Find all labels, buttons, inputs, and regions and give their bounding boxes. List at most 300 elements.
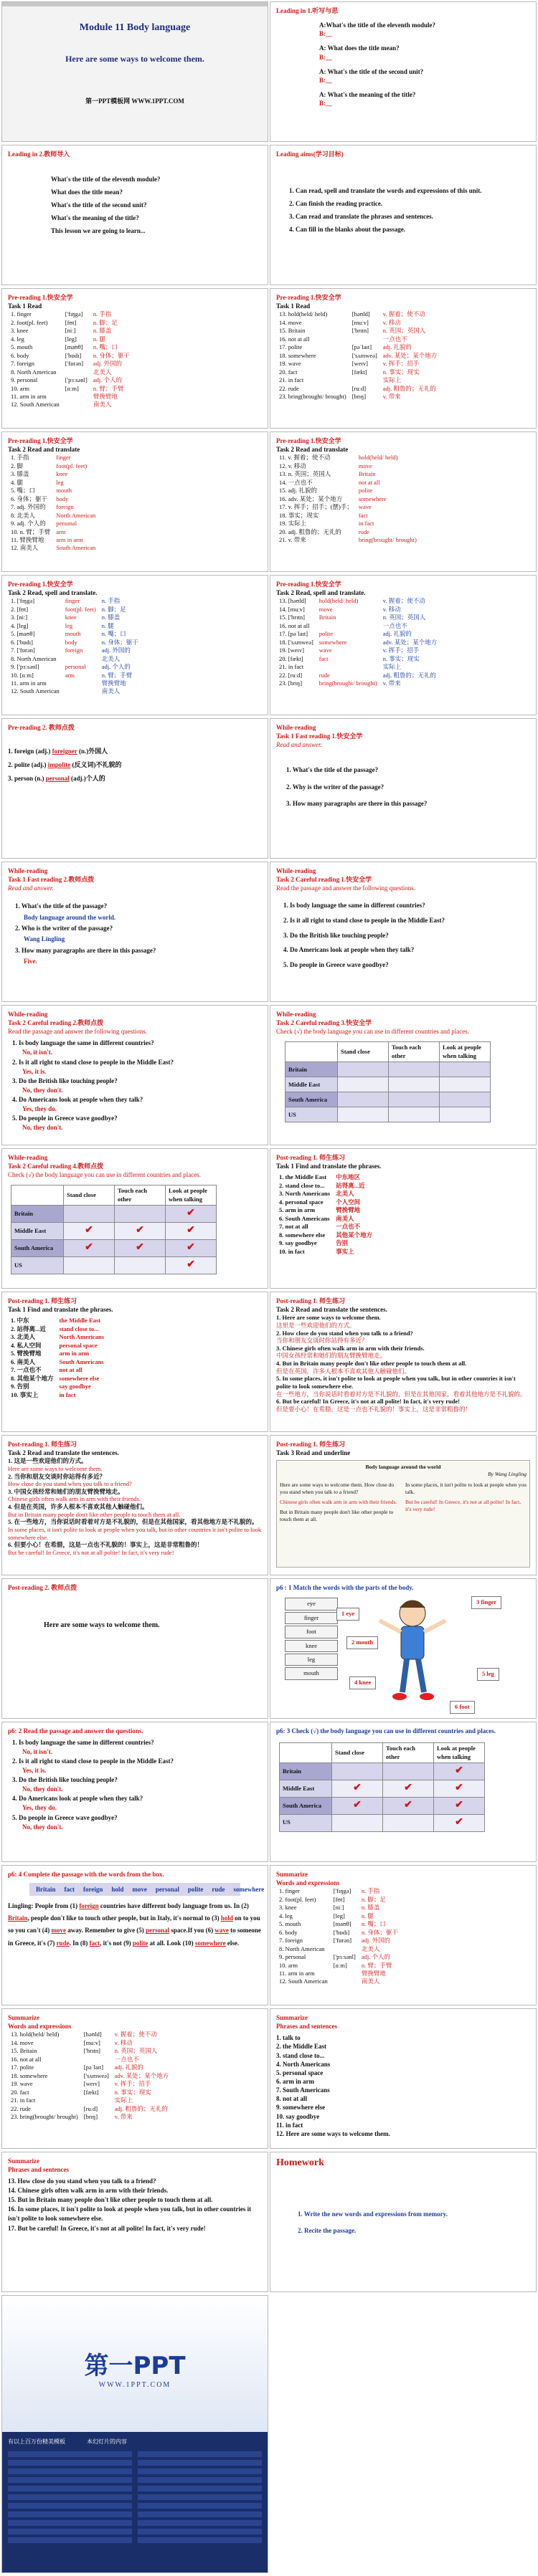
meaning: n. 膝盖 bbox=[93, 327, 112, 335]
task-label: Task 1 Find and translate the phrases. bbox=[276, 1163, 382, 1170]
cloze-answer: rude bbox=[56, 1939, 70, 1947]
check-cell bbox=[440, 1062, 491, 1077]
slide-vocab-read-1 bbox=[1, 288, 268, 429]
word-form: 3. person (n.) bbox=[8, 774, 46, 782]
phonetic: [brɪŋ] bbox=[83, 2112, 98, 2120]
promo-links bbox=[2, 2432, 268, 2572]
word: 5. mouth bbox=[11, 343, 33, 351]
meaning: n. 手指 bbox=[101, 597, 121, 605]
phrase: arm in arm bbox=[59, 1350, 90, 1358]
phonetic: 7. ['fɒrən] bbox=[11, 647, 35, 654]
check-cell bbox=[332, 1763, 383, 1780]
sentence-list bbox=[8, 1457, 262, 1556]
question: 5. Do people in Greece wave goodbye? bbox=[12, 1114, 118, 1122]
row-header: South America bbox=[11, 1240, 64, 1257]
slide-heading: Post-reading 1. 师生练习 bbox=[276, 1297, 346, 1304]
phonetic: [ruːd] bbox=[83, 2104, 98, 2112]
table-row bbox=[8, 647, 141, 654]
table-row bbox=[276, 1978, 401, 1985]
task-label: Task 2 Read and translate bbox=[8, 446, 80, 454]
word: 4. leg bbox=[11, 335, 24, 343]
table-row bbox=[285, 1107, 491, 1122]
table-row bbox=[280, 1814, 485, 1831]
phonetic: [həʊld] bbox=[83, 2031, 102, 2038]
task-label: Task 2 Careful reading 4.教师点拨 bbox=[8, 1163, 104, 1170]
word: 21. in fact bbox=[11, 2096, 36, 2104]
slide-heading: Pre-reading 1.快安全学 bbox=[276, 581, 341, 588]
table-row bbox=[276, 368, 440, 376]
table-row bbox=[8, 479, 98, 487]
table-row bbox=[8, 597, 141, 605]
phonetic: ['fɪŋgə] bbox=[65, 310, 83, 318]
question: 2. Why is the writer of the passage? bbox=[286, 783, 384, 791]
meaning: 臂挽臂地 bbox=[361, 1969, 386, 1977]
table-row bbox=[8, 1375, 107, 1383]
table-row bbox=[8, 2113, 171, 2121]
column-header: Look at people when talking bbox=[166, 1186, 217, 1206]
word: 5. mouth bbox=[279, 1920, 301, 1928]
cloze-answer: hold bbox=[220, 1914, 233, 1922]
phonetic: ['fɪŋgə] bbox=[333, 1887, 351, 1895]
word: arm bbox=[56, 528, 66, 535]
phonetic: 10. [ɑːm] bbox=[11, 671, 34, 679]
table-row bbox=[8, 2089, 171, 2096]
slide-careful-reading-1 bbox=[270, 862, 537, 1002]
question: 1. Is body language the same in different countries? bbox=[283, 902, 425, 910]
table-row bbox=[8, 630, 141, 638]
word-form: (n.)外国人 bbox=[77, 748, 108, 755]
box-word: foreign bbox=[83, 1886, 103, 1894]
slide-heading: Leading in 2.教师导入 bbox=[8, 151, 70, 158]
answer: Yes, they do. bbox=[22, 1804, 57, 1812]
row-header: US bbox=[285, 1107, 338, 1122]
check-cell: ✔ bbox=[115, 1223, 166, 1240]
word: arm in arm bbox=[56, 535, 83, 543]
check-cell bbox=[338, 1107, 389, 1122]
row-header: Britain bbox=[11, 1206, 64, 1223]
phrase: the Middle East bbox=[59, 1317, 101, 1325]
answer: Yes, they do. bbox=[22, 1105, 57, 1112]
phonetic: [fʊt] bbox=[65, 318, 77, 326]
meaning: 南美人 bbox=[93, 401, 112, 409]
word: 9. personal bbox=[11, 376, 38, 384]
check-cell: ✔ bbox=[434, 1797, 485, 1814]
meaning: n. 腿 bbox=[101, 621, 114, 629]
brand-text: 第一PPT模板网 WWW.1PPT.COM bbox=[85, 97, 184, 105]
row-header: Middle East bbox=[280, 1780, 332, 1797]
cloze-answer: move bbox=[51, 1927, 66, 1935]
slide-heading: Post-reading 1. 师生练习 bbox=[276, 1441, 346, 1448]
spell-table bbox=[8, 597, 141, 696]
meaning: 13. n. 英国；英国人 bbox=[279, 470, 331, 478]
slide-heading: While-reading bbox=[8, 1011, 48, 1018]
meaning: 16. adv. 某处；某个地方 bbox=[279, 495, 343, 502]
word: 9. personal bbox=[279, 1953, 306, 1961]
meaning: 实际上 bbox=[382, 663, 402, 671]
table-row bbox=[8, 376, 133, 384]
aim-item: 4. Can fill in the blanks about the passage. bbox=[289, 226, 406, 234]
phonetic bbox=[349, 335, 380, 343]
task-instruction: Read and answer. bbox=[8, 884, 54, 892]
task-instruction: Read the passage and answer the following questions. bbox=[8, 1028, 147, 1036]
box-word: move bbox=[132, 1886, 147, 1894]
answer: Yes, it is. bbox=[22, 1767, 47, 1775]
word: 14. move bbox=[279, 318, 302, 326]
check-table bbox=[285, 1041, 491, 1122]
slide-heading: Summarize bbox=[276, 1871, 308, 1878]
cloze-text: . In (8) bbox=[69, 1939, 90, 1947]
check-cell bbox=[338, 1092, 389, 1107]
word: South American bbox=[56, 544, 96, 552]
phonetic: [fækt] bbox=[83, 2088, 99, 2096]
check-cell: ✔ bbox=[332, 1797, 383, 1814]
phonetic: 22. [ruːd] bbox=[279, 671, 303, 679]
cloze-text: Lingling: People from (1) bbox=[8, 1902, 80, 1910]
table-row bbox=[8, 495, 98, 503]
phonetic: [weɪv] bbox=[83, 2080, 100, 2088]
table-row bbox=[8, 352, 133, 360]
table-row bbox=[8, 368, 133, 376]
word-form: 2. polite (adj.) bbox=[8, 761, 48, 769]
table-row bbox=[8, 454, 98, 462]
phonetic: [fækt] bbox=[351, 368, 367, 376]
passage-para: In some places, it isn't polite to look at people when you talk. bbox=[405, 1481, 527, 1495]
meaning: 5. 嘴；口 bbox=[11, 487, 36, 495]
promo-link-list[interactable] bbox=[138, 2451, 262, 2544]
phonetic bbox=[81, 2096, 112, 2104]
phrase: 10. in fact bbox=[279, 1247, 305, 1255]
check-cell: ✔ bbox=[166, 1206, 217, 1223]
question: 5. Do people in Greece wave goodbye? bbox=[12, 1813, 118, 1821]
meaning: 1. 手指 bbox=[11, 454, 29, 462]
slide-homework bbox=[270, 2152, 537, 2292]
passage-author: By Wang Lingling bbox=[488, 1471, 527, 1478]
table-row bbox=[8, 606, 141, 614]
phrase: South Americans bbox=[59, 1358, 104, 1365]
promo-link-list[interactable] bbox=[8, 2451, 132, 2544]
table-row bbox=[11, 1240, 217, 1257]
promo-caption: 有以上百万份精美模板 bbox=[8, 2438, 65, 2445]
row-header: South America bbox=[285, 1092, 338, 1107]
table-header bbox=[11, 1186, 217, 1206]
passage-title: Body language around the world bbox=[365, 1464, 441, 1471]
meaning: 3. 膝盖 bbox=[11, 470, 29, 478]
table-row bbox=[276, 376, 440, 384]
slide-heading: While-reading bbox=[276, 867, 316, 874]
body-part-label: 6 foot bbox=[450, 1701, 475, 1713]
word: 16. not at all bbox=[11, 2055, 42, 2063]
translate-table bbox=[8, 454, 98, 553]
homework-item: 1. Write the new words and expressions from memory. bbox=[298, 2210, 448, 2218]
check-cell: ✔ bbox=[434, 1780, 485, 1797]
task-label: Task 1 Read bbox=[276, 302, 311, 310]
cloze-answer: somewhere bbox=[194, 1939, 226, 1947]
sentence-translation: 当你和朋友交谈时你站得有多近？ bbox=[276, 1337, 368, 1345]
phonetic: [pəˈlaɪt] bbox=[83, 2064, 104, 2071]
table-row bbox=[276, 1239, 375, 1247]
row-header: South America bbox=[280, 1797, 332, 1814]
phonetic: ['bɒdɪ] bbox=[65, 351, 82, 359]
table-row bbox=[8, 335, 133, 343]
sentence-translation: 在一些地方，当你说话时看着对方是不礼貌的，但是在其他国家，看着其他地方是不礼貌的。 bbox=[276, 1390, 527, 1398]
translate-table bbox=[276, 454, 420, 544]
question: 3. Do the British like touching people? bbox=[12, 1776, 118, 1784]
table-row bbox=[276, 1248, 375, 1256]
slide-careful-reading-3 bbox=[270, 1005, 537, 1145]
table-row bbox=[8, 1317, 107, 1325]
exercise-title: p6: 2 Read the passage and answer the questions. bbox=[8, 1727, 143, 1735]
phonetic: 16. not at all bbox=[279, 621, 310, 629]
meaning: v. 握着；使不动 bbox=[382, 310, 425, 318]
list-item: 13. How close do you stand when you talk to a friend? bbox=[8, 2177, 156, 2185]
slide-spell-1 bbox=[1, 575, 268, 715]
question: A: What's the title of the second unit? bbox=[319, 67, 424, 75]
cloze-text: away. Remember to give (5) bbox=[66, 1927, 146, 1935]
table-row bbox=[8, 393, 133, 401]
word: body bbox=[65, 638, 77, 646]
meaning: n. 嘴；口 bbox=[361, 1920, 386, 1928]
sentence: 3. 中国女孩经常和她们的朋友臂挽臂地走。 bbox=[8, 1487, 124, 1495]
table-row bbox=[276, 647, 440, 654]
meaning: 臂挽臂地 bbox=[336, 1206, 361, 1214]
question: 1. What's the title of the passage? bbox=[15, 902, 108, 910]
meaning: n. 英国；英国人 bbox=[382, 614, 426, 621]
check-cell bbox=[389, 1077, 440, 1092]
box-word: Britain bbox=[36, 1886, 56, 1894]
promo-url[interactable]: WWW.1PPT.COM bbox=[98, 2381, 171, 2389]
word: 23. bring(brought/ brought) bbox=[11, 2112, 78, 2120]
check-cell bbox=[440, 1092, 491, 1107]
sentence: 1. 这是一些欢迎他们的方式。 bbox=[8, 1457, 88, 1465]
answer-blank: B:__ bbox=[319, 100, 332, 108]
phonetic: ['pɜːsənl] bbox=[333, 1953, 356, 1961]
row-header: US bbox=[11, 1257, 64, 1274]
meaning: n. 事实；现实 bbox=[114, 2088, 151, 2096]
list-item: 12. Here are some ways to welcome them. bbox=[276, 2129, 390, 2137]
phonetic bbox=[62, 393, 90, 401]
meaning: 一点也不 bbox=[382, 621, 407, 629]
exercise-title: p6 : 1 Match the words with the parts of the body. bbox=[276, 1584, 414, 1591]
word: body bbox=[56, 495, 69, 502]
word: Britain bbox=[358, 470, 376, 478]
phonetic: [ɑːm] bbox=[333, 1961, 347, 1969]
table-row bbox=[8, 614, 141, 621]
phonetic: [muːv] bbox=[83, 2038, 100, 2046]
table-row bbox=[276, 597, 440, 605]
meaning: 17. v. 挥手；招手；(摆)手； bbox=[279, 503, 353, 511]
word: 8. North American bbox=[279, 1945, 325, 1952]
table-row bbox=[285, 1062, 491, 1077]
slide-heading: Post-reading 1. 师生练习 bbox=[8, 1297, 77, 1304]
match-word: knee bbox=[285, 1640, 338, 1652]
meaning: 个人空间 bbox=[336, 1198, 361, 1206]
table-row bbox=[276, 1953, 401, 1961]
word: 3. knee bbox=[11, 327, 29, 335]
word: 22. rude bbox=[279, 384, 299, 392]
meaning: v. 挥手；招手 bbox=[382, 360, 420, 368]
slide-heading: Pre-reading 2. 教师点拨 bbox=[8, 724, 75, 731]
meaning: v. 移动 bbox=[382, 605, 401, 613]
word: wave bbox=[318, 647, 332, 654]
sentence: 5. In some places, it isn't polite to look at people when you talk, but in other countries it isn't polite to look somewhere else. bbox=[276, 1375, 516, 1390]
phrase: 7. not at all bbox=[279, 1223, 308, 1231]
summary-sub: Words and expressions bbox=[8, 2023, 72, 2031]
list-item: 5. personal space bbox=[276, 2069, 324, 2076]
word: mouth bbox=[65, 630, 81, 638]
word: 12. South American bbox=[11, 401, 60, 409]
slide-heading: While-reading bbox=[8, 1154, 48, 1161]
word: 20. fact bbox=[11, 2088, 29, 2096]
table-row bbox=[11, 1257, 217, 1274]
word: 21. in fact bbox=[279, 376, 304, 384]
spell-table bbox=[276, 597, 440, 687]
meaning: n. 身体；躯干 bbox=[101, 638, 138, 646]
word: in fact bbox=[358, 520, 374, 528]
meaning: 5. 臂挽臂地 bbox=[11, 1350, 42, 1358]
row-header: Britain bbox=[285, 1062, 338, 1077]
meaning: n. 腿 bbox=[93, 335, 105, 343]
task-label: Task 2 Read and translate the sentences. bbox=[8, 1449, 119, 1457]
table-row bbox=[276, 1887, 401, 1895]
phonetic: ['sʌmweə] bbox=[83, 2071, 109, 2079]
child-figure bbox=[369, 1592, 456, 1707]
check-cell bbox=[440, 1077, 491, 1092]
column-header bbox=[285, 1042, 338, 1062]
phonetic: 3. [niː] bbox=[11, 614, 28, 621]
table-row bbox=[8, 2072, 171, 2080]
sentence: 3. Chinese girls often walk arm in arm with their friends. bbox=[276, 1344, 425, 1352]
table-row bbox=[11, 1223, 217, 1240]
question: 2. Who is the writer of the passage? bbox=[15, 925, 113, 932]
check-cell: ✔ bbox=[64, 1223, 115, 1240]
box-word: personal bbox=[155, 1886, 179, 1894]
phrase: 2. stand close to... bbox=[279, 1181, 325, 1189]
word: knee bbox=[56, 470, 68, 478]
table-row bbox=[11, 1206, 217, 1223]
answer: Body language around the world. bbox=[24, 913, 116, 921]
table-row bbox=[8, 2064, 171, 2071]
table-row bbox=[8, 2080, 171, 2088]
question: 3. How many paragraphs are there in this passage? bbox=[286, 800, 428, 808]
meaning: n. 身体；躯干 bbox=[93, 351, 130, 359]
task-instruction: Read the passage and answer the following questions. bbox=[276, 884, 415, 892]
table-row bbox=[276, 1912, 401, 1920]
word: 15. Britain bbox=[11, 2047, 37, 2055]
table-row bbox=[276, 495, 420, 503]
meaning: 事实上 bbox=[336, 1247, 354, 1255]
meaning: 4. 私人空间 bbox=[11, 1341, 42, 1349]
answer: No, it isn't. bbox=[22, 1748, 53, 1756]
table-row bbox=[276, 470, 420, 478]
word: 15. Britain bbox=[279, 327, 306, 335]
column-header: Touch each other bbox=[383, 1743, 434, 1763]
column-header: Touch each other bbox=[389, 1042, 440, 1062]
table-row bbox=[8, 401, 133, 409]
cloze-text: to someone in Greece, it's (7) bbox=[8, 1927, 261, 1947]
column-header bbox=[11, 1186, 64, 1206]
table-row bbox=[276, 655, 440, 663]
table-row bbox=[8, 1358, 107, 1366]
phrase: 6. South Americans bbox=[279, 1214, 330, 1222]
word: somewhere bbox=[358, 495, 387, 502]
table-row bbox=[276, 622, 440, 630]
aim-item: 3. Can read and translate the phrases and sentences. bbox=[289, 213, 433, 221]
word: personal bbox=[56, 520, 77, 528]
row-header: US bbox=[280, 1814, 332, 1831]
phonetic: [həʊld] bbox=[351, 310, 370, 318]
question: 4. Do Americans look at people when they talk? bbox=[12, 1795, 143, 1803]
table-row bbox=[8, 520, 98, 528]
table-row bbox=[276, 310, 440, 318]
exercise-title: p6: 4 Complete the passage with the words from the box. bbox=[8, 1871, 164, 1878]
word-list bbox=[283, 1596, 339, 1681]
meaning: 北美人 bbox=[93, 368, 112, 376]
body-part-label: 5 leg bbox=[477, 1668, 499, 1680]
vocab-table bbox=[276, 310, 440, 401]
phonetic: 2. [fʊt] bbox=[11, 605, 29, 613]
meaning: adj. 粗鲁的；无礼的 bbox=[114, 2104, 168, 2112]
word-box bbox=[29, 1883, 265, 1896]
word: polite bbox=[318, 630, 334, 638]
meaning: adv. 某处；某个地方 bbox=[382, 351, 438, 359]
meaning: 南美人 bbox=[361, 1978, 380, 1985]
question: 2. Is it all right to stand close to people in the Middle East? bbox=[12, 1058, 174, 1066]
sentence-translation: But in Britain many people don't like other people to touch them at all. bbox=[8, 1510, 181, 1518]
cloze-answer: polite bbox=[132, 1939, 148, 1947]
phonetic: [ruːd] bbox=[351, 384, 367, 392]
meaning: 一点也不 bbox=[382, 335, 407, 343]
cloze-answer: personal bbox=[146, 1927, 170, 1935]
table-row bbox=[276, 487, 420, 495]
phrase: in fact bbox=[59, 1390, 76, 1398]
cloze-answer: wave bbox=[214, 1927, 229, 1935]
slide-phrases-1 bbox=[270, 1148, 537, 1289]
table-row bbox=[276, 630, 440, 638]
box-word: hold bbox=[111, 1886, 124, 1894]
task-label: Task 2 Read, spell and translate. bbox=[276, 589, 366, 597]
word: leg bbox=[56, 478, 64, 486]
passage-image bbox=[276, 1460, 530, 1568]
meaning: adj. 个人的 bbox=[361, 1953, 390, 1961]
word: 2. foot(pl. feet) bbox=[11, 318, 48, 326]
body-part-label: 4 knee bbox=[349, 1676, 376, 1689]
task-instruction: Read and answer. bbox=[276, 741, 322, 749]
meaning: 6. 南美人 bbox=[11, 1358, 36, 1365]
table-row bbox=[8, 343, 133, 351]
word: foot(pl. feet) bbox=[65, 605, 96, 613]
table-row bbox=[276, 327, 440, 335]
meaning: 11. v. 握着；使不动 bbox=[279, 454, 331, 462]
passage-para: Chinese girls often walk arm in arm with their friends. bbox=[280, 1498, 397, 1505]
slide-heading: Summarize bbox=[8, 2014, 39, 2021]
word-form: (反义词)不礼貌的 bbox=[70, 761, 122, 769]
slide-translate-2 bbox=[270, 431, 537, 572]
phonetic: 9. ['pɜːsənl] bbox=[11, 663, 39, 671]
aim-item: 1. Can read, spell and translate the words and expressions of this unit. bbox=[289, 187, 482, 195]
question: What's the title of the eleventh module? bbox=[51, 176, 161, 183]
word: somewhere bbox=[318, 638, 347, 646]
task-label: Task 2 Read and translate bbox=[276, 446, 349, 454]
word: 12. South American bbox=[279, 1978, 328, 1985]
phrase: 9. say goodbye bbox=[279, 1239, 317, 1247]
phonetic: [maʊθ] bbox=[333, 1920, 351, 1928]
table-row bbox=[276, 1904, 401, 1912]
meaning: n. 英国；英国人 bbox=[382, 327, 426, 335]
slide-vocab-read-2 bbox=[270, 288, 537, 429]
meaning: 10. n. 臂；手臂 bbox=[11, 528, 51, 535]
cloze-answer: fact bbox=[89, 1939, 100, 1947]
phonetic: ['fɒrən] bbox=[333, 1937, 352, 1945]
